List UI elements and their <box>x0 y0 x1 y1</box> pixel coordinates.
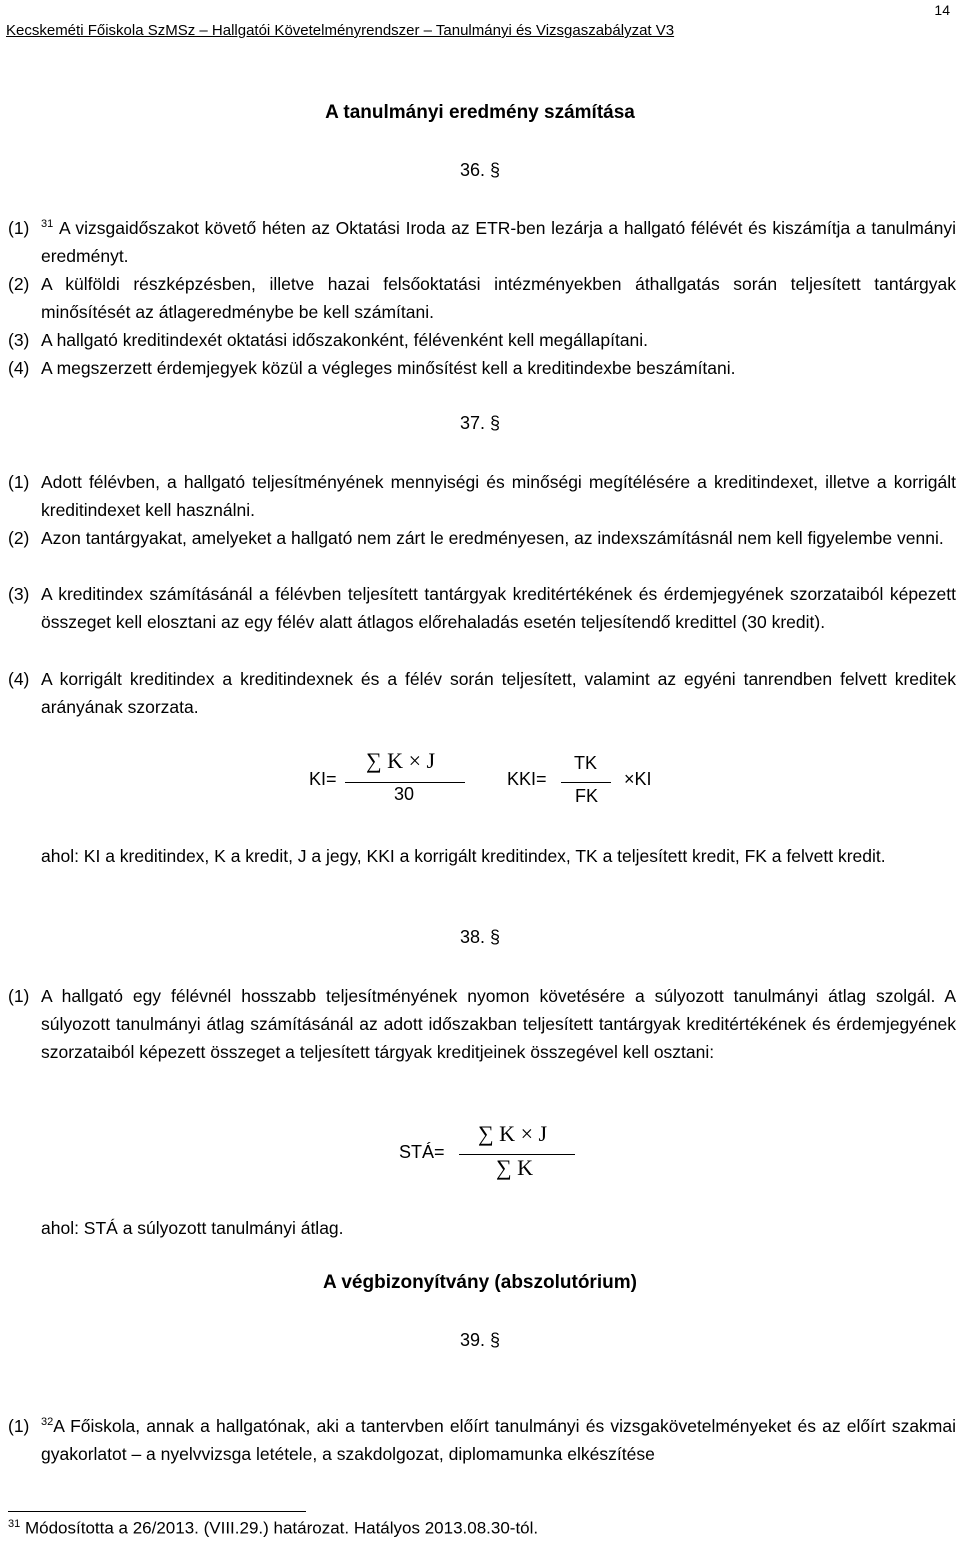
paragraph-number: (3) <box>8 584 30 604</box>
paragraph-text: A hallgató egy félévnél hosszabb teljesítményének nyomon követésére a súlyozott tanulmányi átlag szolgál. A súlyozott tanulmányi átlag számításánál az adott időszakban teljesített tantárgyak kreditértékének és érdemjegyének szorzataiból képezett összeget a teljesített tárgyak kreditjeinek összegével kell osztani: <box>41 986 956 1062</box>
section-heading: A tanulmányi eredmény számítása <box>325 102 635 123</box>
paragraph-text: A kreditindex számításánál a félévben teljesített tantárgyak kreditértékének és érdemjegyének szorzataiból képezett összeget kell elosztani az egy félév alatt átlagos előrehaladás esetén teljesítendő kredittel (30 kredit). <box>41 584 956 632</box>
section-heading: A végbizonyítvány (abszolutórium) <box>323 1272 637 1293</box>
sta-denominator: ∑ K <box>496 1155 534 1180</box>
paragraph-37-4 <box>8 665 956 721</box>
running-header: Kecskeméti Főiskola SzMSz – Hallgatói Követelményrendszer – Tanulmányi és Vizsgaszabályzat V3 <box>6 22 675 39</box>
ki-numerator: ∑ K × J <box>366 748 436 773</box>
footnote <box>8 1518 538 1539</box>
paragraph-text: A hallgató kreditindexét oktatási időszakonként, félévenként kell megállapítani. <box>41 330 649 350</box>
kki-suffix: ×KI <box>624 769 652 789</box>
fraction-line <box>345 782 465 783</box>
footnote-number: 31 <box>8 1518 21 1530</box>
paragraph-text: A megszerzett érdemjegyek közül a végleges minősítést kell a kreditindexbe beszámítani. <box>41 358 736 378</box>
paragraph-36-2 <box>8 270 956 326</box>
paragraph-number: (1) <box>8 218 30 238</box>
kki-numerator: TK <box>574 753 598 773</box>
paragraph-37-1 <box>8 468 956 524</box>
paragraph-text: A külföldi részképzésben, illetve hazai felsőoktatási intézményekben áthallgatás során teljesített tantárgyak minősítését az átlageredménybe be kell számítani. <box>41 274 956 322</box>
paragraph-36-4 <box>8 354 956 382</box>
footnote-separator <box>8 1511 306 1512</box>
paragraph-text: Adott félévben, a hallgató teljesítményének mennyiségi és minőségi megítélésére a kreditindexet, illetve a korrigált kreditindexet kell használni. <box>41 472 956 520</box>
footnote-text: Módosította a 26/2013. (VIII.29.) határozat. Hatályos 2013.08.30-tól. <box>24 1518 539 1538</box>
paragraph-text: A korrigált kreditindex a kreditindexnek és a félév során teljesített, valamint az egyéni tanrendben felvett kreditek arányának szorzata. <box>41 669 956 717</box>
section-number-38: 38. § <box>459 927 501 947</box>
sta-explanation: ahol: STÁ a súlyozott tanulmányi átlag. <box>41 1218 344 1238</box>
section-number-39: 39. § <box>459 1330 501 1350</box>
ki-denominator: 30 <box>394 784 415 804</box>
kki-label: KKI= <box>507 769 547 789</box>
sta-label: STÁ= <box>399 1142 445 1162</box>
paragraph-text: A vizsgaidőszakot követő héten az Oktatási Iroda az ETR-ben lezárja a hallgató félévét és kiszámítja a tanulmányi eredményt. <box>41 218 956 266</box>
paragraph-number: (4) <box>8 669 30 689</box>
section-number-37: 37. § <box>459 413 501 433</box>
kki-denominator: FK <box>575 786 599 806</box>
paragraph-number: (2) <box>8 528 30 548</box>
page-number: 14 <box>934 2 950 18</box>
paragraph-39-1 <box>8 1412 956 1468</box>
footnote-ref[interactable]: 32 <box>41 1416 54 1429</box>
paragraph-36-3 <box>8 326 956 354</box>
paragraph-text: A Főiskola, annak a hallgatónak, aki a tantervben előírt tanulmányi és vizsgakövetelményeket és az előírt szakmai gyakorlatot – a nyelvvizsga letétele, a szakdolgozat, diplomamunka elkészítése <box>41 1416 956 1464</box>
paragraph-36-1 <box>8 214 956 270</box>
formula-explanation: ahol: KI a kreditindex, K a kredit, J a jegy, KKI a korrigált kreditindex, TK a teljesített kredit, FK a felvett kredit. <box>41 846 886 866</box>
paragraph-number: (1) <box>8 1416 30 1436</box>
paragraph-37-3 <box>8 580 956 636</box>
paragraph-text: Azon tantárgyakat, amelyeket a hallgató nem zárt le eredményesen, az indexszámításnál nem kell figyelembe venni. <box>41 528 944 548</box>
paragraph-number: (4) <box>8 358 30 378</box>
sta-numerator: ∑ K × J <box>478 1121 548 1146</box>
paragraph-number: (1) <box>8 472 30 492</box>
paragraph-38-1 <box>8 982 956 1066</box>
paragraph-37-2 <box>8 524 956 552</box>
ki-label: KI= <box>309 769 337 789</box>
footnote-ref[interactable]: 31 <box>41 218 54 231</box>
paragraph-number: (2) <box>8 274 30 294</box>
fraction-line <box>561 782 611 783</box>
paragraph-number: (1) <box>8 986 30 1006</box>
paragraph-number: (3) <box>8 330 30 350</box>
section-number-36: 36. § <box>459 160 501 180</box>
